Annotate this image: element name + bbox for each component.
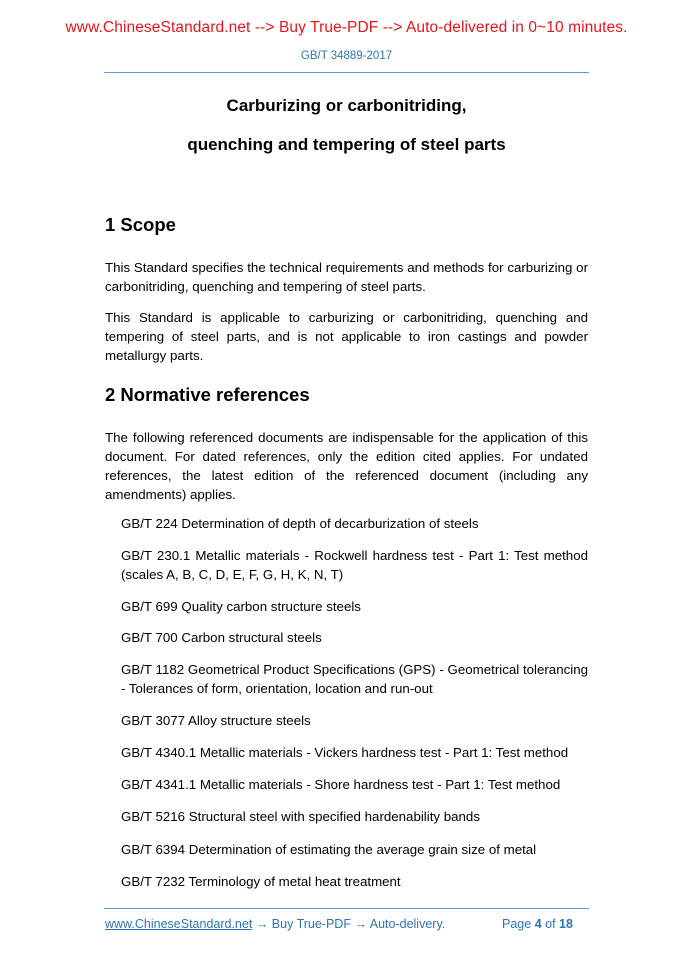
document-title-line-1: Carburizing or carbonitriding,	[226, 96, 467, 115]
reference-item-gbt-230-1: GB/T 230.1 Metallic materials - Rockwell hardness test - Part 1: Test method (scales A, B, C, D, E, F, G, H, K, N, T)	[121, 548, 588, 582]
current-page-number: 4	[534, 917, 542, 931]
reference-item-gbt-7232: GB/T 7232 Terminology of metal heat treatment	[121, 874, 401, 889]
scope-paragraph-1: This Standard specifies the technical requirements and methods for carburizing or carbonitriding, quenching and tempering of steel parts.	[105, 260, 588, 294]
header-divider	[104, 72, 589, 73]
arrow-right-icon: →	[354, 917, 367, 931]
reference-item-gbt-224: GB/T 224 Determination of depth of decarburization of steels	[121, 516, 479, 531]
page-indicator	[502, 917, 573, 931]
reference-item-gbt-4340-1: GB/T 4340.1 Metallic materials - Vickers hardness test - Part 1: Test method	[121, 745, 569, 760]
footer-divider	[104, 908, 589, 909]
scope-paragraph-2: This Standard is applicable to carburizing or carbonitriding, quenching and tempering of steel parts, and is not applicable to iron castings and powder metallurgy parts.	[105, 310, 588, 363]
page-label: Page	[502, 917, 532, 931]
document-number: GB/T 34889-2017	[300, 50, 393, 62]
total-pages: 18	[559, 917, 573, 931]
reference-item-gbt-6394: GB/T 6394 Determination of estimating the average grain size of metal	[121, 842, 537, 857]
reference-item-gbt-1182: GB/T 1182 Geometrical Product Specifications (GPS) - Geometrical tolerancing - Tolerances of form, orientation, location and run-out	[121, 662, 588, 696]
references-intro: The following referenced documents are indispensable for the application of this document. For dated references, only the edition cited applies. For undated references, the latest edition of the referenced document (including any amendments) applies.	[105, 430, 588, 502]
reference-item-gbt-4341-1: GB/T 4341.1 Metallic materials - Shore hardness test - Part 1: Test method	[121, 777, 561, 792]
footer-site-link[interactable]: www.ChineseStandard.net	[105, 917, 253, 931]
top-banner[interactable]: www.ChineseStandard.net --> Buy True-PDF --> Auto-delivered in 0~10 minutes.	[65, 19, 628, 36]
section-heading-normative-references: 2 Normative references	[105, 384, 310, 405]
reference-item-gbt-3077: GB/T 3077 Alloy structure steels	[121, 713, 311, 728]
reference-item-gbt-5216: GB/T 5216 Structural steel with specified hardenability bands	[121, 809, 480, 824]
footer-delivery-text: Auto-delivery.	[369, 917, 446, 931]
section-heading-scope: 1 Scope	[105, 214, 176, 235]
reference-item-gbt-700: GB/T 700 Carbon structural steels	[121, 630, 322, 645]
footer-links	[105, 917, 445, 931]
arrow-right-icon: →	[255, 917, 269, 931]
of-label: of	[545, 917, 556, 931]
reference-item-gbt-699: GB/T 699 Quality carbon structure steels	[121, 599, 361, 614]
footer-buy-text: Buy True-PDF	[271, 917, 351, 931]
document-title-line-2: quenching and tempering of steel parts	[187, 135, 506, 154]
